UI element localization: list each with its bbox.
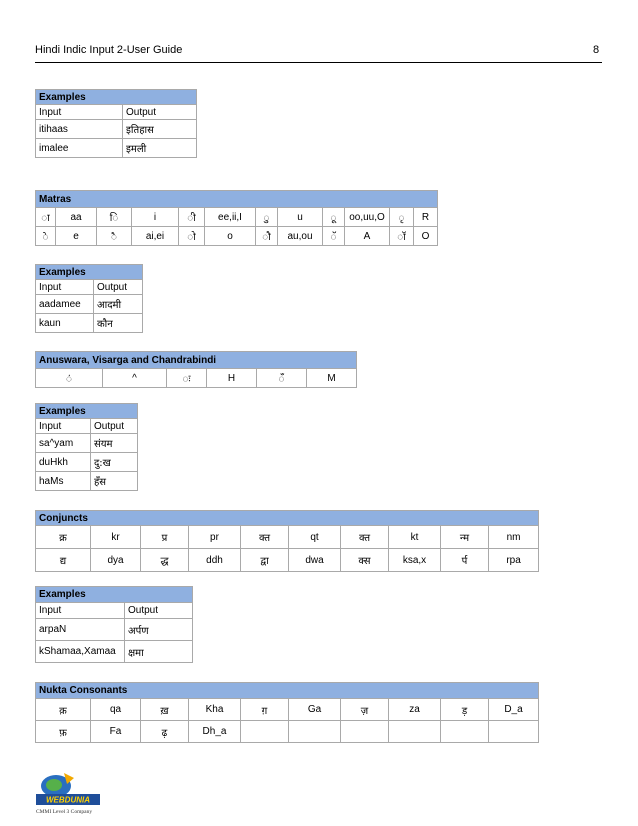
anuswara-table [35, 351, 357, 388]
conjunct-glyph: र्प [441, 549, 489, 572]
conjunct-glyph: क्र [36, 526, 91, 549]
matra-key: aa [56, 208, 97, 227]
matra-glyph: ो [179, 227, 205, 246]
nukta-glyph: ख़ [141, 699, 189, 721]
matra-glyph: ृ [390, 208, 414, 227]
logo-graphic [34, 770, 104, 816]
empty-cell [341, 721, 389, 743]
empty-cell [241, 721, 289, 743]
input-cell: duHkh [36, 453, 91, 472]
column-header-input: Input [36, 105, 123, 120]
sign-glyph: ः [167, 369, 207, 388]
nukta-key: Ga [289, 699, 341, 721]
table-title: Conjuncts [36, 511, 539, 526]
conjunct-glyph: क्त [341, 526, 389, 549]
conjunct-glyph: क्स [341, 549, 389, 572]
input-cell: imalee [36, 139, 123, 158]
conjuncts-table [35, 510, 539, 572]
column-header-input: Input [36, 603, 125, 619]
matra-glyph: ा [36, 208, 56, 227]
matra-key: o [205, 227, 256, 246]
matra-key: ee,ii,I [205, 208, 256, 227]
logo-wordmark: WEBDUNIA [46, 795, 90, 805]
output-cell: हँस [91, 472, 138, 491]
matra-key: A [345, 227, 390, 246]
nukta-glyph: ढ़ [141, 721, 189, 743]
nukta-key: za [389, 699, 441, 721]
output-cell: अर्पण [125, 619, 193, 641]
sign-key: M [307, 369, 357, 388]
header-rule [35, 62, 602, 63]
output-cell: इतिहास [123, 120, 197, 139]
column-header-output: Output [94, 280, 143, 295]
logo-tagline: CMMI Level 3 Company [36, 809, 93, 815]
matra-key: R [414, 208, 438, 227]
nukta-key: Kha [189, 699, 241, 721]
input-cell: kShamaa,Xamaa [36, 641, 125, 663]
sign-glyph: ँ [257, 369, 307, 388]
conjunct-key: nm [489, 526, 539, 549]
column-header-output: Output [125, 603, 193, 619]
conjunct-glyph: क्त [241, 526, 289, 549]
nukta-table [35, 682, 539, 743]
matra-key: O [414, 227, 438, 246]
matra-glyph: ी [179, 208, 205, 227]
matra-key: ai,ei [132, 227, 179, 246]
examples-table-2 [35, 264, 143, 333]
output-cell: कौन [94, 314, 143, 333]
matra-glyph: ौ [256, 227, 278, 246]
input-cell: sa^yam [36, 434, 91, 453]
empty-cell [489, 721, 539, 743]
conjunct-key: pr [189, 526, 241, 549]
column-header-output: Output [123, 105, 197, 120]
conjunct-glyph: द्वा [241, 549, 289, 572]
matra-glyph: े [36, 227, 56, 246]
matra-glyph: ै [97, 227, 132, 246]
column-header-input: Input [36, 280, 94, 295]
conjunct-key: ksa,x [389, 549, 441, 572]
table-title: Examples [36, 404, 138, 419]
nukta-glyph: क़ [36, 699, 91, 721]
conjunct-key: qt [289, 526, 341, 549]
empty-cell [289, 721, 341, 743]
output-cell: संयम [91, 434, 138, 453]
input-cell: aadamee [36, 295, 94, 314]
examples-table-1 [35, 89, 197, 158]
examples-table-3 [35, 403, 138, 491]
column-header-input: Input [36, 419, 91, 434]
nukta-glyph: फ़ [36, 721, 91, 743]
conjunct-key: dwa [289, 549, 341, 572]
conjunct-key: ddh [189, 549, 241, 572]
page-number: 8 [593, 44, 600, 56]
land-shape [46, 779, 62, 791]
matra-key: u [278, 208, 323, 227]
matra-glyph: ॉ [390, 227, 414, 246]
sign-glyph: ं [36, 369, 103, 388]
conjunct-glyph: द्य [36, 549, 91, 572]
table-title: Examples [36, 265, 143, 280]
nukta-key: Dh_a [189, 721, 241, 743]
conjunct-key: kr [91, 526, 141, 549]
table-title: Matras [36, 191, 438, 208]
matras-table [35, 190, 438, 246]
output-cell: दु:ख [91, 453, 138, 472]
input-cell: haMs [36, 472, 91, 491]
header-title: Hindi Indic Input 2-User Guide [35, 44, 183, 56]
conjunct-glyph: प्र [141, 526, 189, 549]
matra-glyph: ि [97, 208, 132, 227]
conjunct-glyph: न्म [441, 526, 489, 549]
matra-glyph: ु [256, 208, 278, 227]
nukta-glyph: ड़ [441, 699, 489, 721]
empty-cell [441, 721, 489, 743]
matra-key: e [56, 227, 97, 246]
examples-table-4 [35, 586, 193, 663]
output-cell: आदमी [94, 295, 143, 314]
column-header-output: Output [91, 419, 138, 434]
conjunct-glyph: द्ध [141, 549, 189, 572]
nukta-glyph: ज़ [341, 699, 389, 721]
matra-key: oo,uu,O [345, 208, 390, 227]
sign-key: ^ [103, 369, 167, 388]
webdunia-logo [34, 770, 104, 816]
nukta-glyph: ग़ [241, 699, 289, 721]
nukta-key: Fa [91, 721, 141, 743]
matra-glyph: ॅ [323, 227, 345, 246]
conjunct-key: rpa [489, 549, 539, 572]
nukta-key: D_a [489, 699, 539, 721]
conjunct-key: kt [389, 526, 441, 549]
matra-key: i [132, 208, 179, 227]
table-title: Anuswara, Visarga and Chandrabindi [36, 352, 357, 369]
table-title: Examples [36, 587, 193, 603]
conjunct-key: dya [91, 549, 141, 572]
output-cell: इमली [123, 139, 197, 158]
empty-cell [389, 721, 441, 743]
input-cell: itihaas [36, 120, 123, 139]
matra-key: au,ou [278, 227, 323, 246]
nukta-key: qa [91, 699, 141, 721]
output-cell: क्षमा [125, 641, 193, 663]
sign-key: H [207, 369, 257, 388]
table-title: Examples [36, 90, 197, 105]
table-title: Nukta Consonants [36, 683, 539, 699]
matra-glyph: ू [323, 208, 345, 227]
input-cell: kaun [36, 314, 94, 333]
input-cell: arpaN [36, 619, 125, 641]
